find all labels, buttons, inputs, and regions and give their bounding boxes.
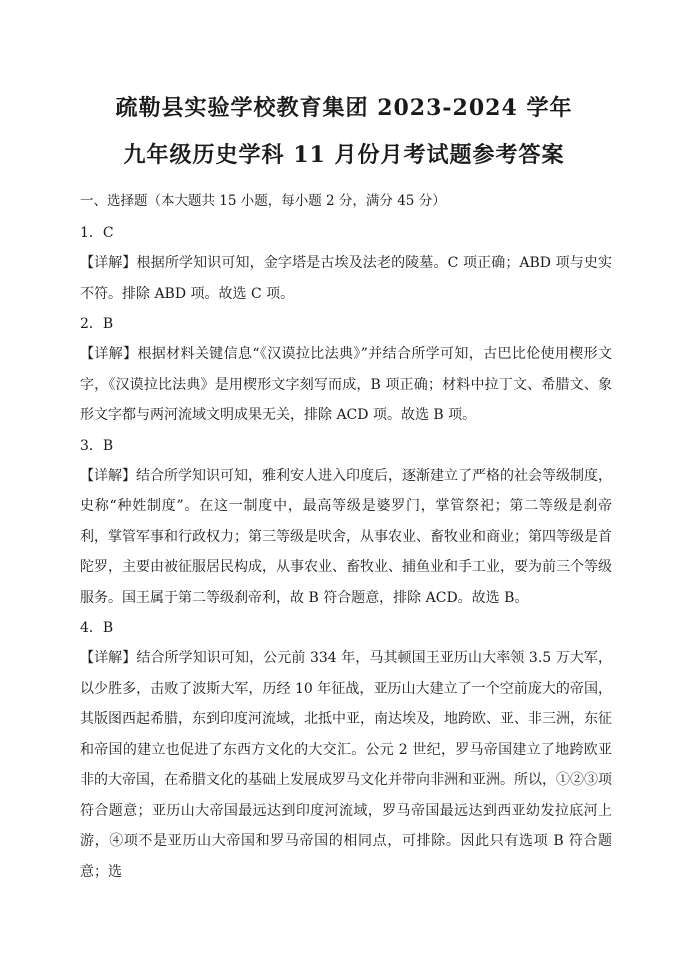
section-heading: 一、选择题（本大题共 15 小题，每小题 2 分，满分 45 分） [80,193,446,209]
answer-line-4: 4．B [80,620,114,636]
answer-line-1: 1．C [80,225,114,241]
answer-content [80,188,612,887]
explanation-2: 【详解】根据材料关键信息“《汉谟拉比法典》”并结合所学可知，古巴比伦使用楔形文字，《汉谟拉比法典》是用楔形文字刻写而成，B 项正确；材料中拉丁文、希腊文、象形文字都与两河流域文明成果无关，排除 ACD 项。故选 B 项。 [80,346,612,423]
explanation-4: 【详解】结合所学知识可知，公元前 334 年，马其顿国王亚历山大率领 3.5 万大军，以少胜多，击败了波斯大军，历经 10 年征战，亚历山大建立了一个空前庞大的帝国，其版图西起希腊，东到印度河流域，北抵中亚，南达埃及，地跨欧、亚、非三洲，东征和帝国的建立也促进了东西方文化的大交汇。公元 2 世纪，罗马帝国建立了地跨欧亚非的大帝国，在希腊文化的基础上发展成罗马文化并带向非洲和亚洲。所以，①②③项符合题意；亚历山大帝国最远达到印度河流域，罗马帝国最远达到西亚幼发拉底河上游，④项不是亚历山大帝国和罗马帝国的相同点，可排除。因此只有选项 B 符合题意；选 [80,650,612,880]
explanation-1: 【详解】根据所学知识可知，金字塔是古埃及法老的陵墓。C 项正确；ABD 项与史实不符。排除 ABD 项。故选 C 项。 [80,255,612,302]
answer-line-3: 3．B [80,437,114,454]
document-title-line2: 九年级历史学科 11 月份月考试题参考答案 [123,142,565,168]
explanation-3: 【详解】结合所学知识可知，雅利安人进入印度后，逐渐建立了严格的社会等级制度，史称“种姓制度”。在这一制度中，最高等级是婆罗门，掌管祭祀；第二等级是刹帝利，掌管军事和行政权力；第三等级是吠舍，从事农业、畜牧业和商业；第四等级是首陀罗，主要由被征服居民构成，从事农业、畜牧业、捕鱼业和手工业，要为前三个等级服务。国王属于第二等级刹帝利，故 B 符合题意，排除 ACD。故选 B。 [80,467,612,606]
answer-line-2: 2．B [80,316,114,332]
document-title-line1: 疏勒县实验学校教育集团 2023-2024 学年 [115,95,573,121]
